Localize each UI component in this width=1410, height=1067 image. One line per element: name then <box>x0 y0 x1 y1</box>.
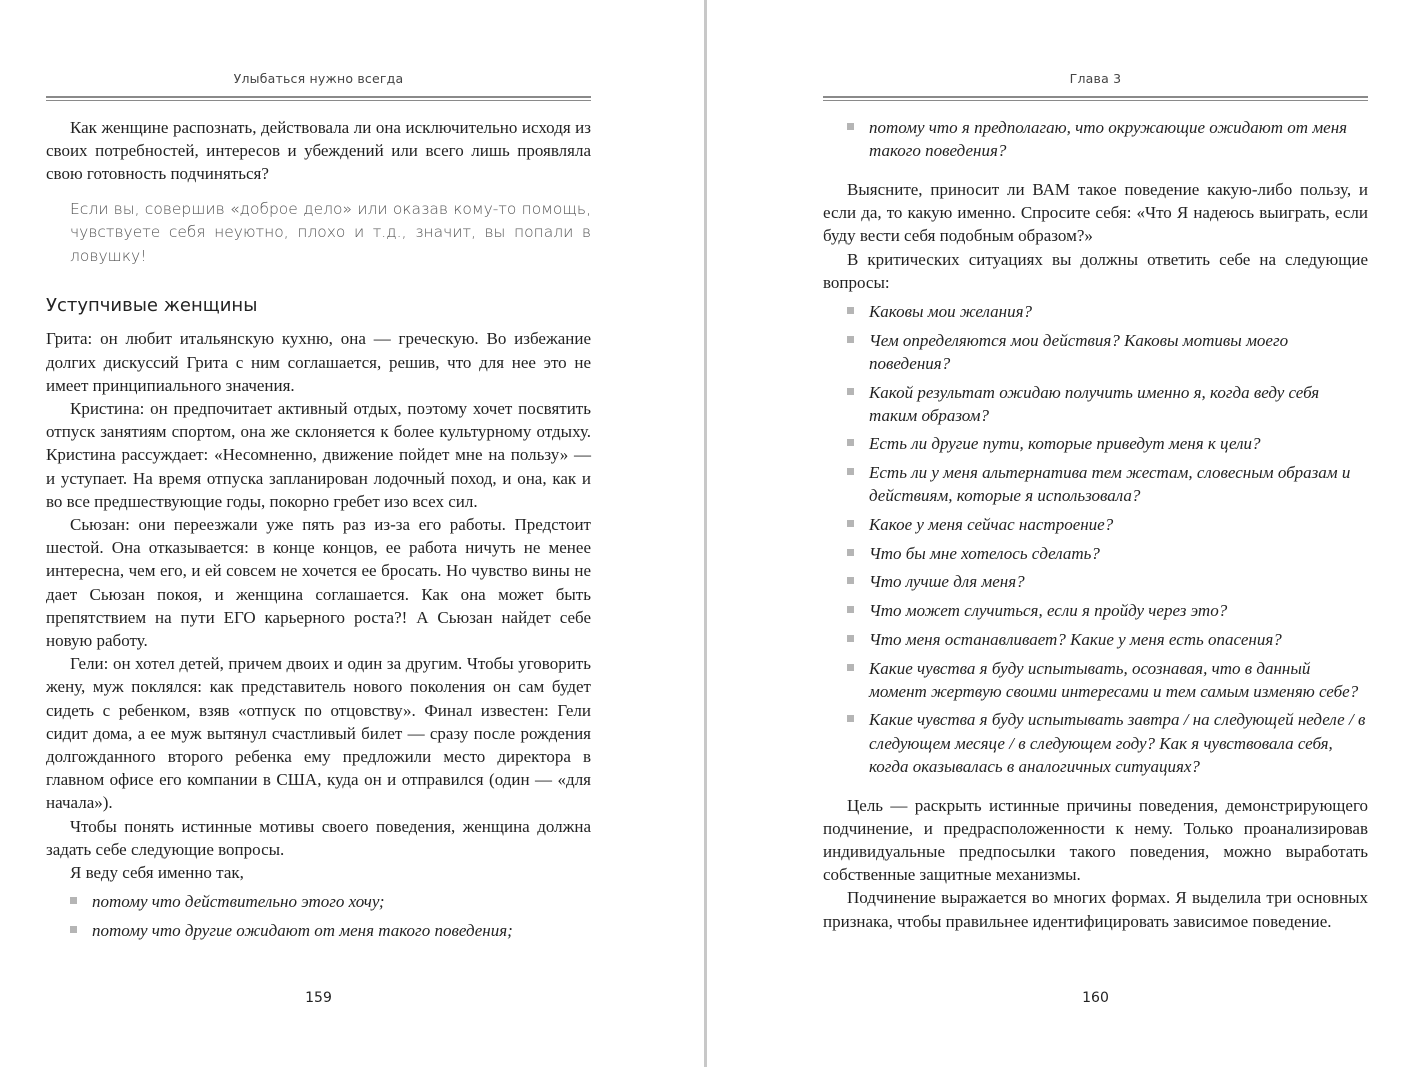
list-item <box>823 628 1368 651</box>
list-item <box>823 570 1368 593</box>
paragraph: Я веду себя именно так, <box>70 862 244 882</box>
square-bullet-icon <box>847 123 854 130</box>
list-item <box>823 329 1368 375</box>
list-item <box>823 657 1368 703</box>
square-bullet-icon <box>847 715 854 722</box>
list-item <box>823 708 1368 778</box>
list-item-text: Чем определяются мои действия? Каковы мотивы моего поведения? <box>869 330 1289 373</box>
intro-paragraph: Как женщине распознать, действовала ли она исключительно исходя из своих потребностей, интересов и убеждений или всего лишь проявляла свою готовность подчиняться? <box>46 118 591 184</box>
list-item-text: Какое у меня сейчас настроение? <box>869 515 1114 535</box>
square-bullet-icon <box>847 520 854 527</box>
square-bullet-icon <box>847 439 854 446</box>
list-item <box>823 599 1368 622</box>
left-page-body <box>46 116 591 948</box>
square-bullet-icon <box>847 468 854 475</box>
list-item-text: Какой результат ожидаю получить именно я, когда веду себя таким образом? <box>869 382 1320 425</box>
list-item-text: Что может случиться, если я пройду через это? <box>869 601 1228 621</box>
square-bullet-icon <box>847 606 854 613</box>
list-item-text: Каковы мои желания? <box>869 301 1033 321</box>
square-bullet-icon <box>847 549 854 556</box>
square-bullet-icon <box>847 664 854 671</box>
paragraph: Цель — раскрыть истинные причины поведения, демонстрирующего подчинение, и предрасположенности к нему. Только проанализировав индивидуальные предпосылки такого поведения, можно выработать собственные защитные механизмы. <box>823 795 1368 885</box>
list-item <box>46 919 591 942</box>
square-bullet-icon <box>70 897 77 904</box>
list-item-text: Какие чувства я буду испытывать завтра / на следующей неделе / в следующем месяце / в следующем году? Как я чувствовала себя, когда оказывалась в аналогичных ситуациях? <box>869 710 1366 776</box>
square-bullet-icon <box>847 388 854 395</box>
list-item <box>823 300 1368 323</box>
left-page <box>0 0 700 1067</box>
running-head: Улыбаться нужно всегда <box>233 71 404 86</box>
header-rule <box>46 96 591 101</box>
square-bullet-icon <box>847 577 854 584</box>
section-heading: Уступчивые женщины <box>46 295 258 317</box>
list-item-text: потому что я предполагаю, что окружающие ожидают от меня такого поведения? <box>869 118 1348 161</box>
square-bullet-icon <box>847 635 854 642</box>
right-page-body <box>823 116 1368 933</box>
paragraph: В критических ситуациях вы должны ответить себе на следующие вопросы: <box>823 249 1368 292</box>
list-item-text: потому что действительно этого хочу; <box>92 892 385 912</box>
list-item-text: потому что другие ожидают от меня такого поведения; <box>92 920 513 940</box>
list-item <box>823 513 1368 536</box>
list-item-text: Есть ли другие пути, которые приведут меня к цели? <box>869 434 1261 454</box>
page-number: 160 <box>1082 990 1109 1006</box>
list-item <box>823 542 1368 565</box>
list-item <box>823 432 1368 455</box>
bullet-list <box>46 890 591 942</box>
square-bullet-icon <box>847 336 854 343</box>
right-page <box>710 0 1410 1067</box>
list-item <box>46 890 591 913</box>
paragraph: Сьюзан: они переезжали уже пять раз из-за его работы. Предстоит шестой. Она отказывается: в конце концов, ее работа ничуть не менее интересна, чем его, и ей совсем не хочется ее бросать. Но чувство вины не дает Сьюзан покоя, и женщина соглашается. Как она может быть препятствием на пути ЕГО карьерного роста?! А Сьюзан найдет себе новую работу. <box>46 514 591 650</box>
paragraph: Грита: он любит итальянскую кухню, она — греческую. Во избежание долгих дискуссий Грита с ним соглашается, решив, что для нее это не имеет принципиального значения. <box>46 329 591 395</box>
header-rule <box>823 96 1368 101</box>
question-list <box>823 300 1368 778</box>
book-spine <box>704 0 707 1067</box>
page-number: 159 <box>305 990 332 1006</box>
running-head: Глава 3 <box>1069 71 1122 86</box>
list-item-text: Что меня останавливает? Какие у меня есть опасения? <box>869 629 1282 649</box>
list-item <box>823 116 1368 162</box>
list-item <box>823 461 1368 507</box>
callout-note: Если вы, совершив «доброе дело» или оказав кому-то помощь, чувствуете себя неуютно, плохо и т.д., значит, вы попали в ловушку! <box>70 199 591 265</box>
paragraph: Гели: он хотел детей, причем двоих и один за другим. Чтобы уговорить жену, муж поклялся: как представитель нового поколения он сам будет сидеть с ребенком, взяв «отпуск по отцовству». Финал известен: Гели сидит дома, а ее муж вытянул счастливый билет — сразу после рождения долгожданного второго ребенка ему предложили место директора в главном офисе его компании в США, куда он и отправился (один — «для начала»). <box>46 654 591 813</box>
list-item-text: Есть ли у меня альтернатива тем жестам, словесным образам и действиям, которые я использовала? <box>869 463 1351 506</box>
paragraph: Кристина: он предпочитает активный отдых, поэтому хочет посвятить отпуск занятиям спортом, она же склоняется к более культурному отдыху. Кристина рассуждает: «Несомненно, движение пойдет мне на пользу» — и уступает. На время отпуска запланирован лодочный поход, и она, как и во все предшествующие годы, покорно гребет изо всех сил. <box>46 398 591 511</box>
square-bullet-icon <box>70 926 77 933</box>
list-item-text: Какие чувства я буду испытывать, осознавая, что в данный момент жертвую своими интересами и тем самым изменяю себе? <box>869 658 1359 701</box>
paragraph: Выясните, приносит ли ВАМ такое поведение какую-либо пользу, и если да, то какую именно. Спросите себя: «Что Я надеюсь выиграть, если буду вести себя подобным образом?» <box>823 179 1368 246</box>
list-item-text: Что лучше для меня? <box>869 572 1025 592</box>
square-bullet-icon <box>847 307 854 314</box>
list-item-text: Что бы мне хотелось сделать? <box>869 543 1100 563</box>
paragraph: Подчинение выражается во многих формах. Я выделила три основных признака, чтобы правильнее идентифицировать зависимое поведение. <box>823 888 1368 931</box>
list-item <box>823 381 1368 427</box>
continued-bullet-list <box>823 116 1368 162</box>
paragraph: Чтобы понять истинные мотивы своего поведения, женщина должна задать себе следующие вопросы. <box>46 816 591 859</box>
